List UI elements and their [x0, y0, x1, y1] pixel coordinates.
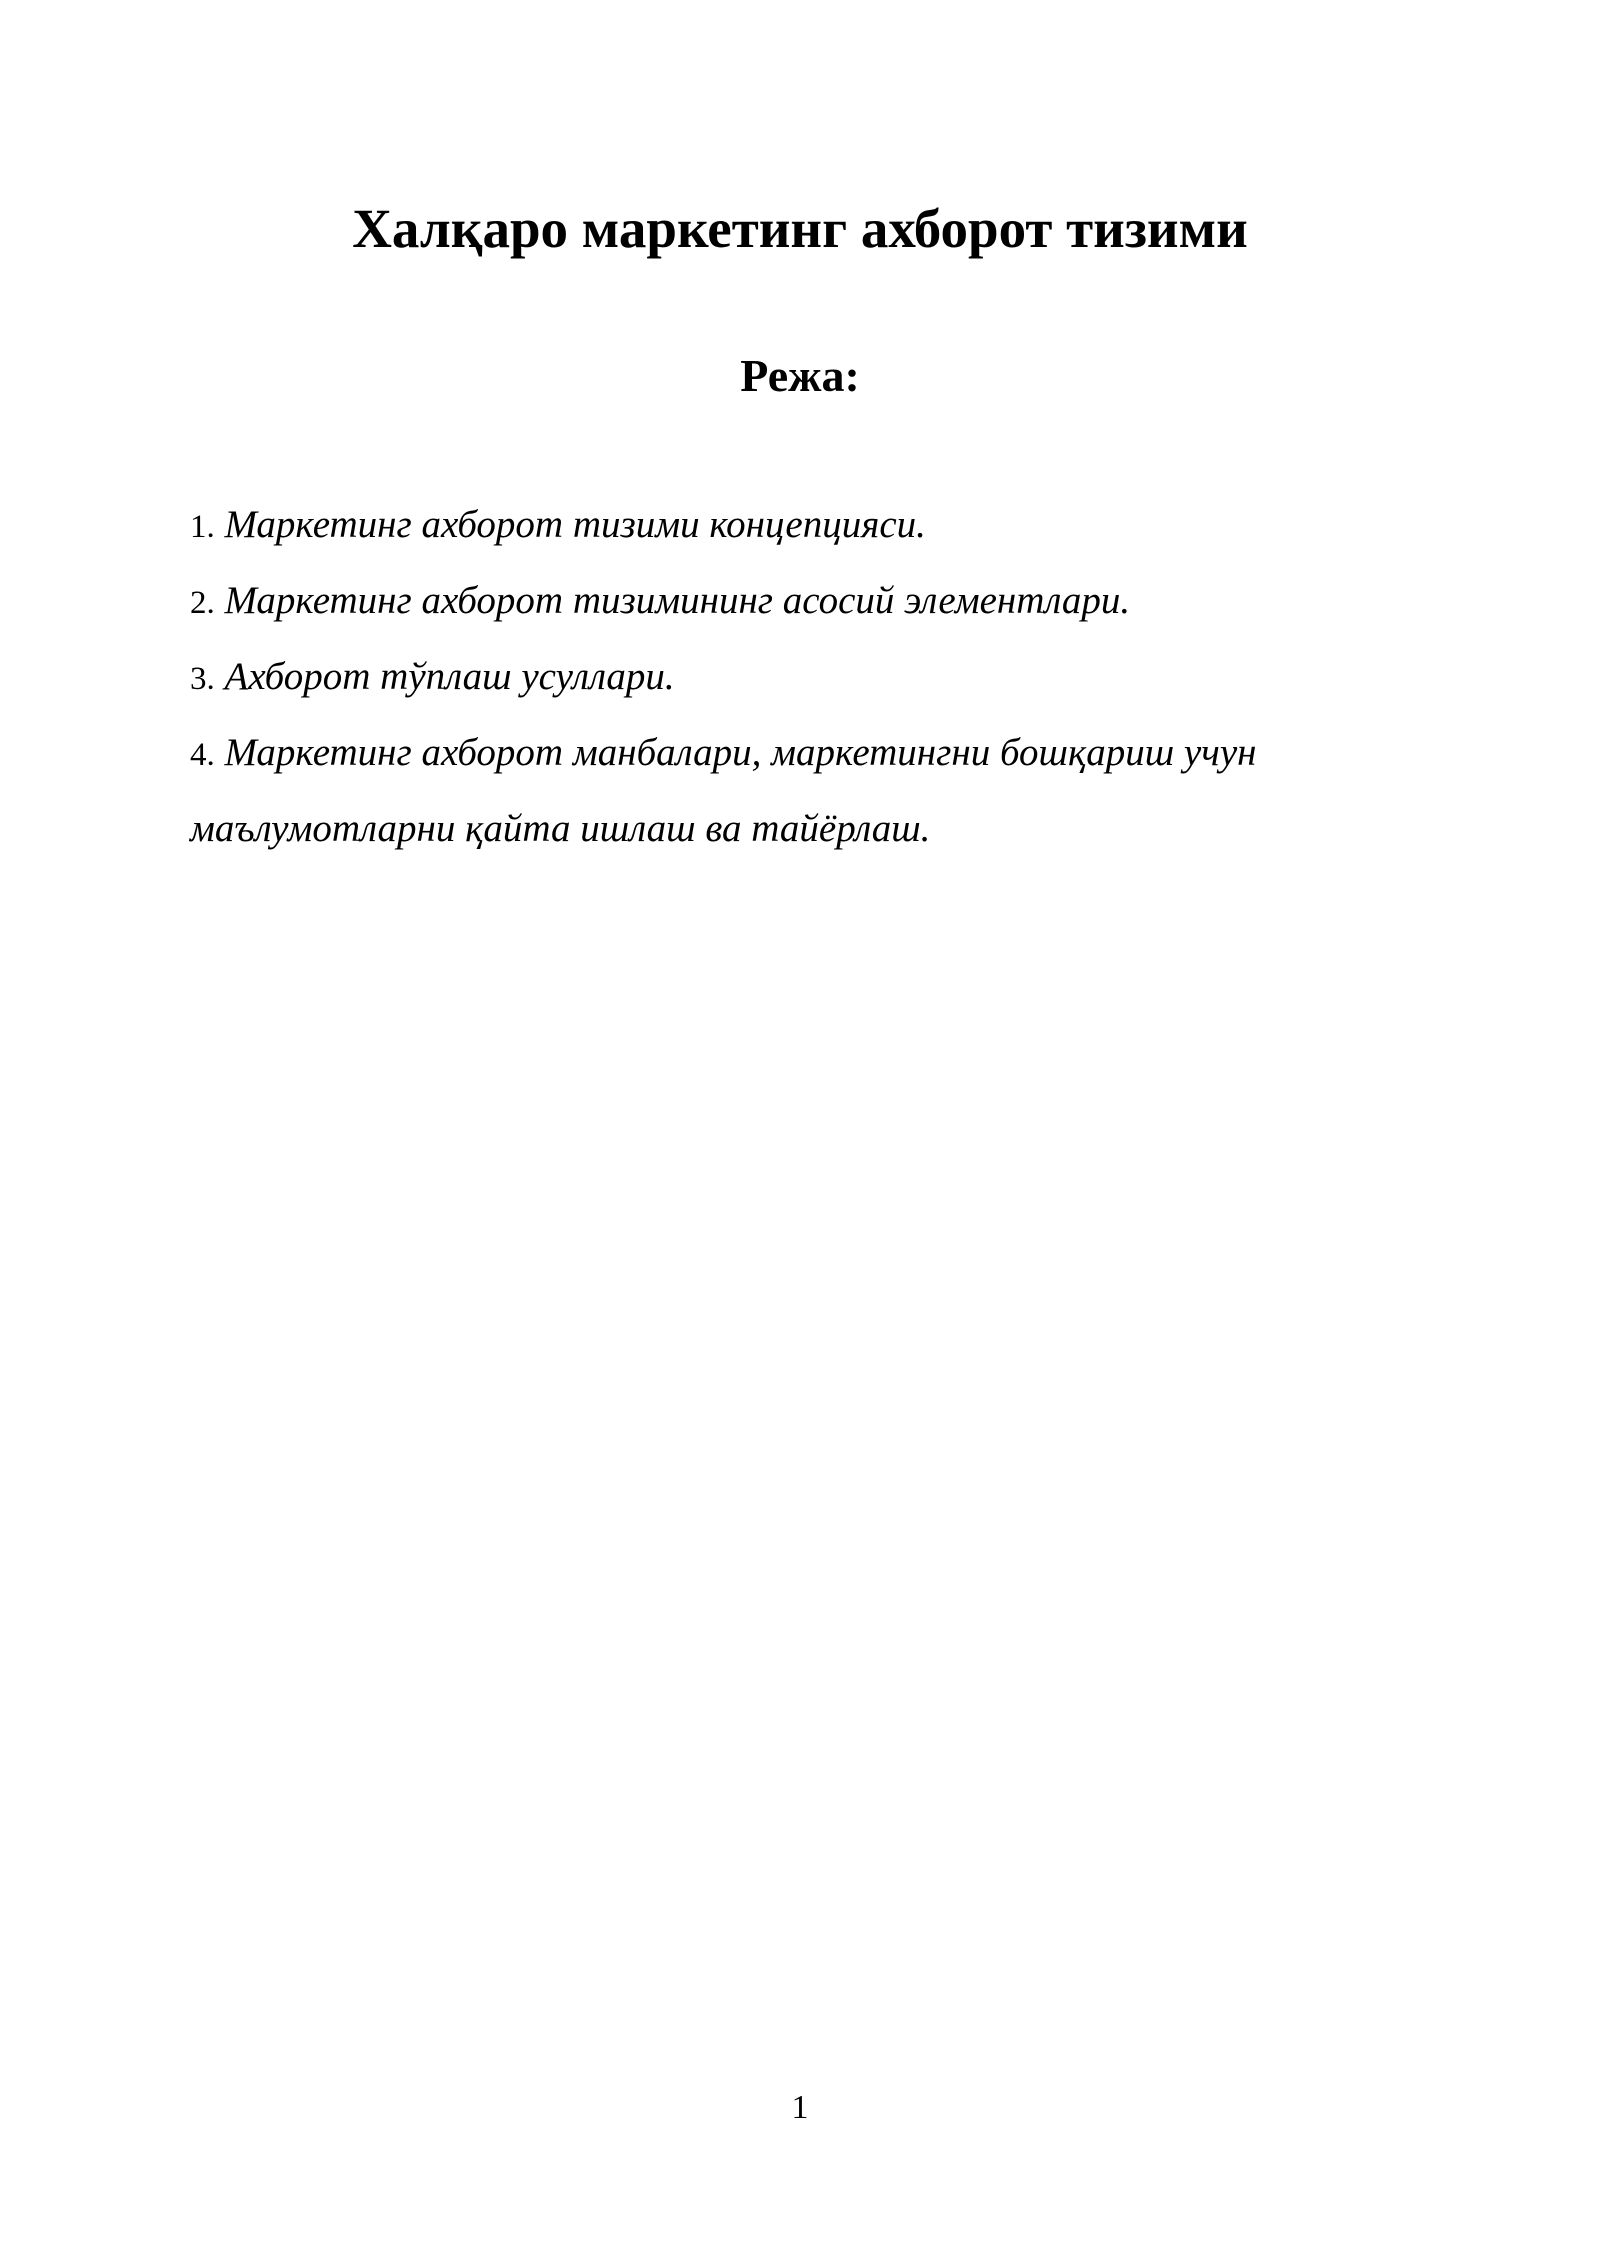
plan-list	[190, 488, 1420, 866]
plan-item	[190, 640, 1420, 716]
plan-item-number: 3.	[190, 661, 215, 697]
plan-item-number: 2.	[190, 585, 215, 621]
plan-item-text: Маркетинг ахборот тизимининг асосий элементлари.	[224, 579, 1131, 622]
plan-item-text: Маркетинг ахборот манбалари, маркетингни бошқариш учун маълумотларни қайта ишлаш ва тайёрлаш.	[190, 731, 1257, 850]
page-number: 1	[791, 2089, 809, 2126]
document-title: Халқаро маркетинг ахборот тизими	[352, 198, 1248, 259]
plan-item	[190, 488, 1420, 564]
plan-item-text: Ахборот тўплаш усуллари.	[224, 655, 675, 698]
plan-heading: Режа:	[740, 350, 860, 401]
plan-item-number: 1.	[190, 509, 215, 545]
plan-item	[190, 564, 1420, 640]
plan-item-number: 4.	[190, 737, 215, 773]
plan-item	[190, 716, 1420, 866]
plan-item-text: Маркетинг ахборот тизими концепцияси.	[224, 503, 926, 546]
